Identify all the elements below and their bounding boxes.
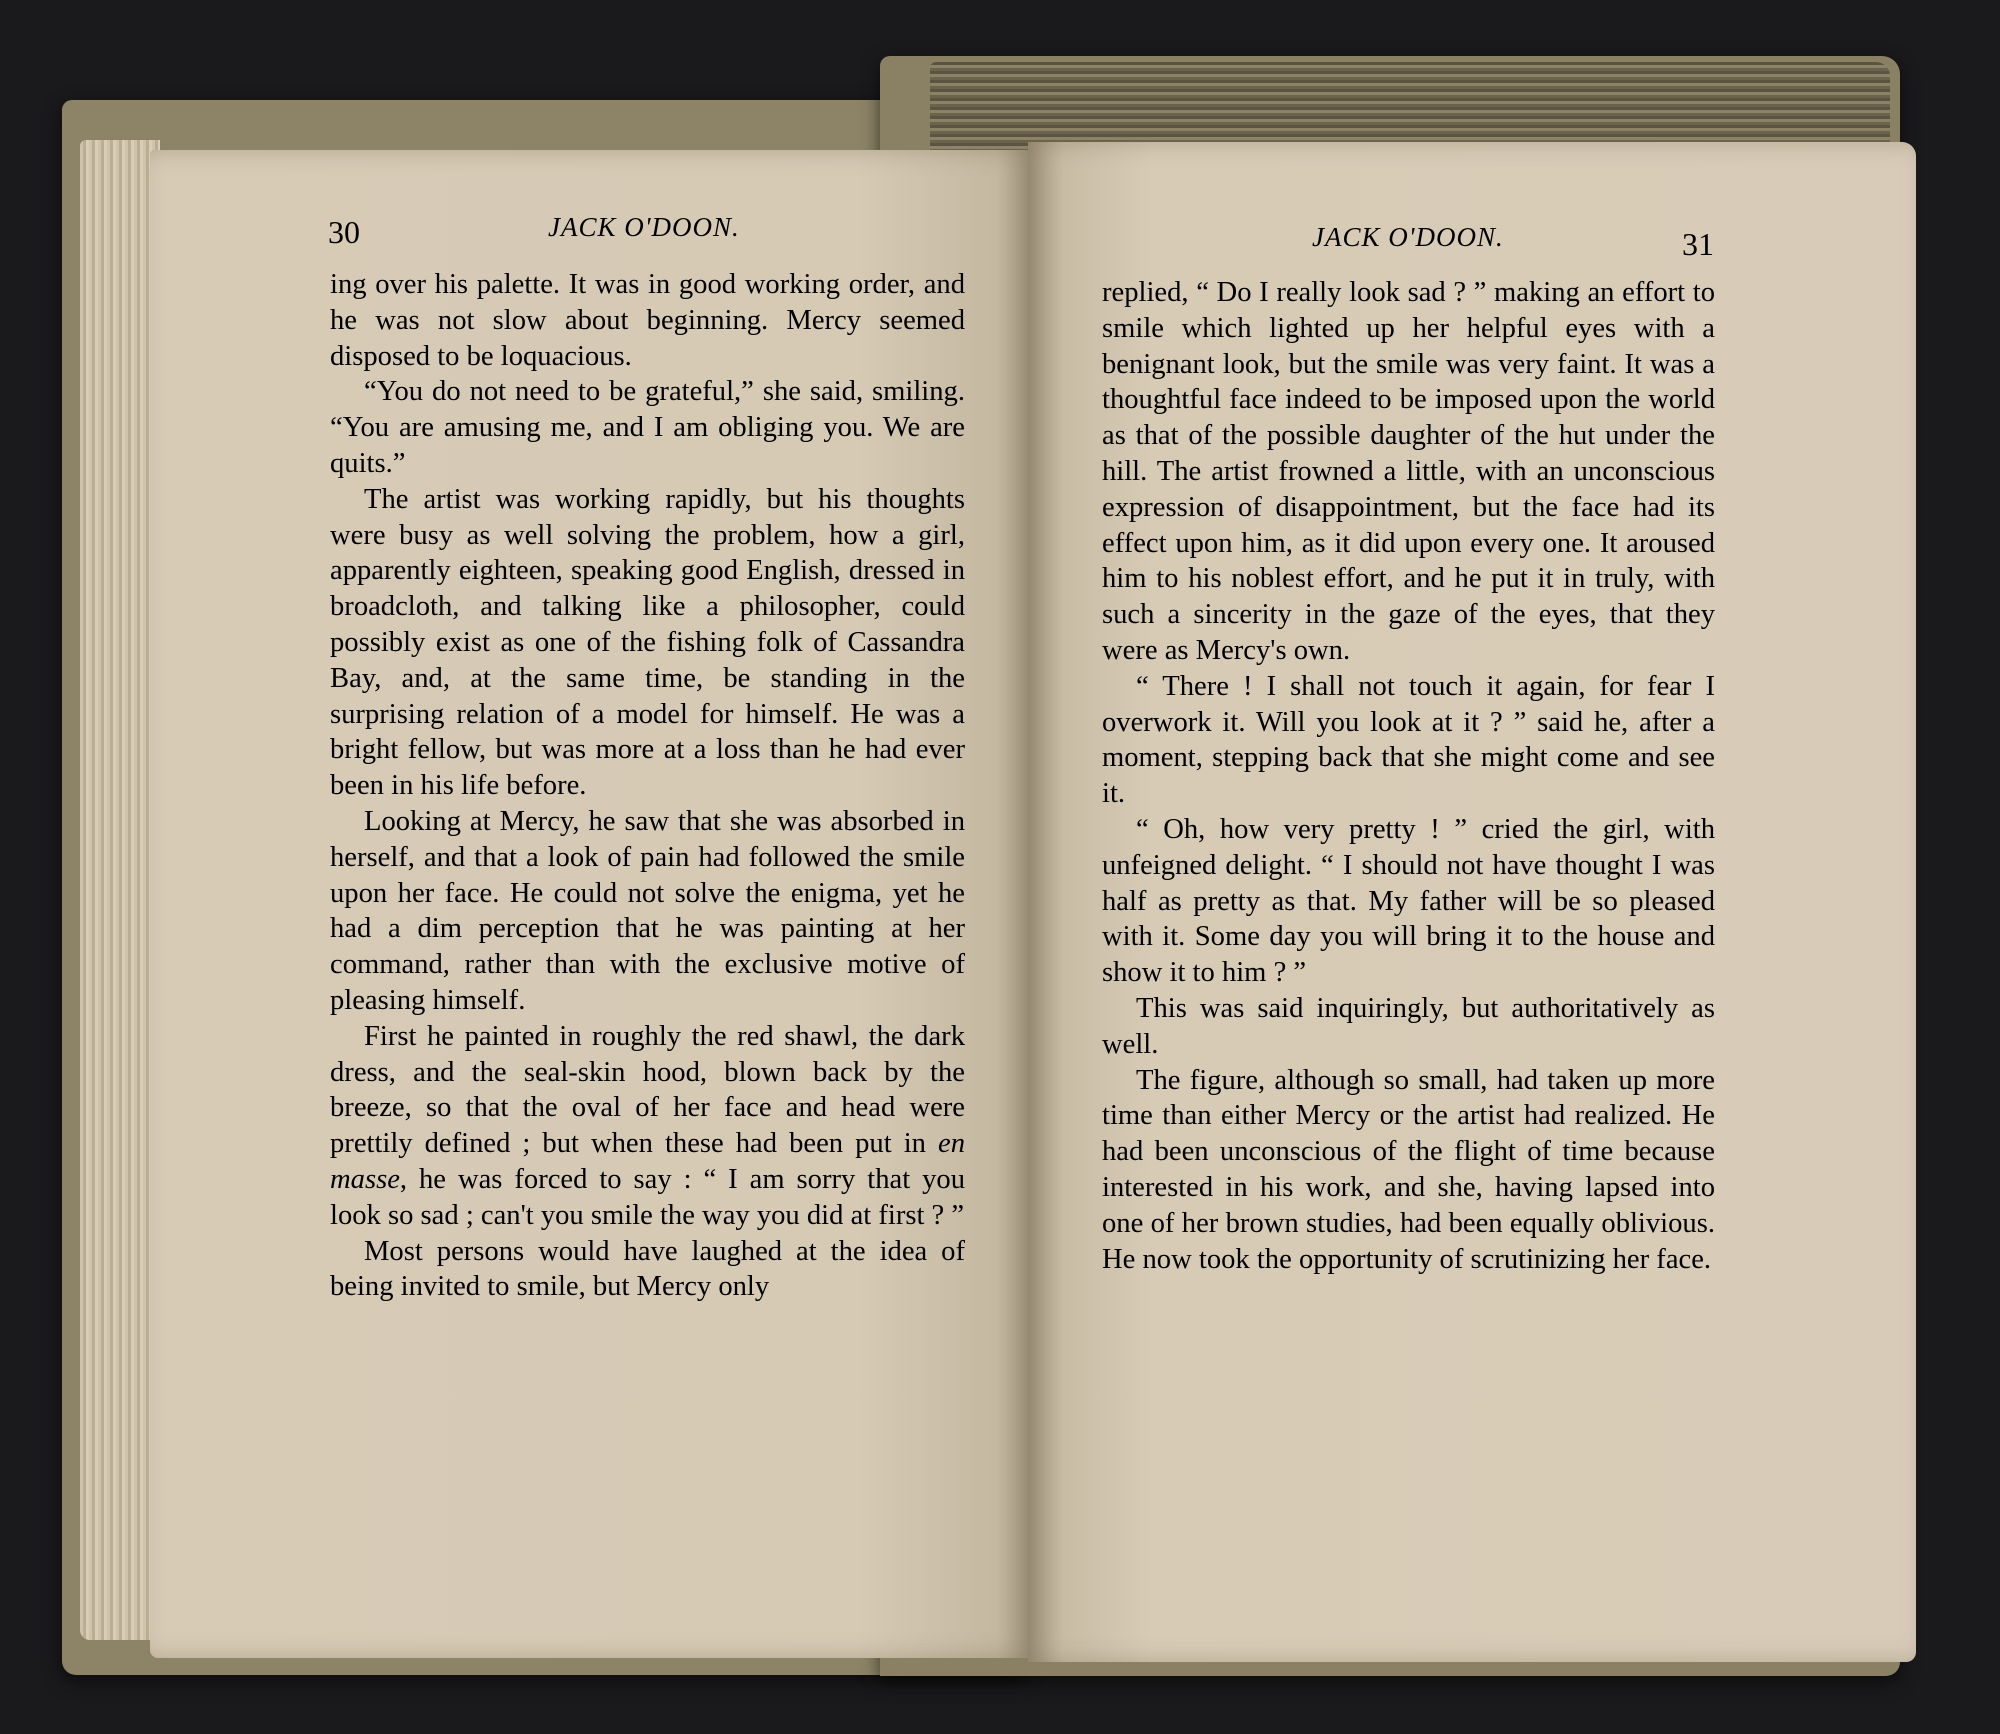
paragraph: This was said inquiringly, but authoritatively as well. xyxy=(1102,992,1715,1060)
page-number-left: 30 xyxy=(328,214,360,250)
paragraph: ing over his palette. It was in good working order, and he was not slow about beginning. Mercy seemed disposed to be loquacious. xyxy=(330,269,965,372)
running-head-right: JACK O'DOON. xyxy=(1312,222,1504,252)
paragraph: “ There ! I shall not touch it again, for fear I overwork it. Will you look at it ? ” said he, after a moment, stepping back that she might come and see it. xyxy=(1102,670,1715,810)
paragraph xyxy=(330,1019,965,1234)
paragraph: replied, “ Do I really look sad ? ” making an effort to smile which lighted up her helpful eyes with a benignant look, but the smile was very faint. It was a thoughtful face indeed to be imposed upon the world as that of the possible daughter of the hut under the hill. The artist frowned a little, with an unconscious expression of disappointment, but the face had its effect upon him, as it did upon every one. It aroused him to his noblest effort, and he put it in truly, with such a sincerity in the gaze of the eyes, that they were as Mercy's own. xyxy=(1102,277,1715,666)
paragraph: “You do not need to be grateful,” she said, smiling. “You are amusing me, and I am obliging you. We are quits.” xyxy=(330,376,965,479)
paragraph-text: First he painted in roughly the red shawl, the dark dress, and the seal-skin hood, blown back by the breeze, so that the oval of her face and head were prettily defined ; but when these had been put in xyxy=(330,1020,965,1160)
paragraph: Most persons would have laughed at the idea of being invited to smile, but Mercy only xyxy=(330,1235,965,1303)
italic-phrase: en masse xyxy=(330,1128,965,1195)
paragraph: The figure, although so small, had taken up more time than either Mercy or the artist had realized. He had been unconscious of the flight of time because interested in his work, and she, having lapsed into one of her brown studies, had been equally oblivious. He now took the opportunity of scrutinizing her face. xyxy=(1102,1064,1715,1275)
paragraph: The artist was working rapidly, but his thoughts were busy as well solving the problem, how a girl, apparently eighteen, speaking good English, dressed in broadcloth, and talking like a philosopher, could possibly exist as one of the fishing folk of Cassandra Bay, and, at the same time, be standing in the surprising relation of a model for himself. He was a bright fellow, but was more at a loss than he had ever been in his life before. xyxy=(330,483,965,802)
paragraph: “ Oh, how very pretty ! ” cried the girl, with unfeigned delight. “ I should not have thought I was half as pretty as that. My father will be so pleased with it. Some day you will bring it to the house and show it to him ? ” xyxy=(1102,813,1715,989)
paragraph: Looking at Mercy, he saw that she was absorbed in herself, and that a look of pain had followed the smile upon her face. He could not solve the enigma, yet he had a dim perception that he was painting at her command, rather than with the exclusive motive of pleasing himself. xyxy=(330,805,965,1016)
running-head-left: JACK O'DOON. xyxy=(548,212,740,242)
page-number-right: 31 xyxy=(1682,226,1714,262)
paragraph-text: , he was forced to say : “ I am sorry that you look so sad ; can't you smile the way you did at first ? ” xyxy=(330,1163,965,1231)
right-page-text xyxy=(1102,275,1715,1277)
left-page-text xyxy=(330,267,965,1305)
page-edges-left xyxy=(80,140,160,1640)
